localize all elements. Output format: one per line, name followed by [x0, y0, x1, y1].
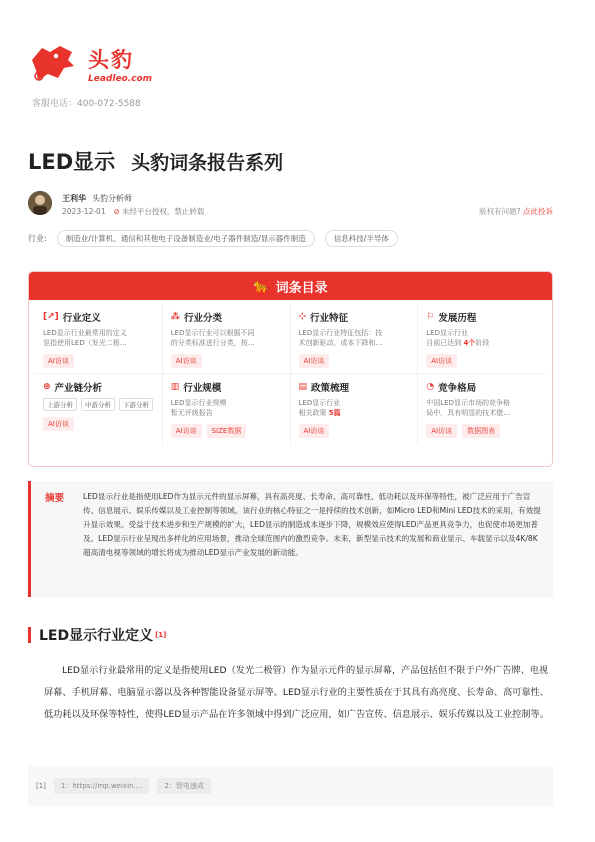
abstract-text: LED显示行业是指使用LED作为显示元件的显示屏幕，具有高亮度、长寿命、高可靠性、低功耗以及环保等特性，被广泛应用于广告宣传、信息展示、娱乐传媒以及工业控制等领域。该行业的核心特征之一是持续的技术创新，如Micro LED和Mini LED技术的采用，有效提升显示效果。受益于技术进步和生产规模的扩大，LED显示的制造成本逐步下降，规模效应使得LED产品更具竞争力，也促使市场更加普及。LED显示行业呈现出多样化的应用场景，推动全球范围内的激烈竞争。未来，新型显示技术的发展和商业显示、车载显示以及4K/8K超高清电视等领域的增长将成为推动LED显示产业发展的新动能。 — [83, 492, 541, 557]
service-phone: 客服电话：400-072-5588 — [32, 99, 141, 109]
toc-item-desc — [426, 328, 538, 348]
section-heading — [28, 625, 166, 645]
ref-label: [1] — [36, 782, 46, 790]
toc-item[interactable] — [418, 374, 546, 444]
toc-leopard-icon: 🐆 — [253, 278, 270, 294]
toc-item-chips — [171, 354, 282, 368]
reference-link[interactable]: 2：智电速成 — [157, 778, 210, 794]
section-body: LED显示行业最常用的定义是指使用LED（发光二极管）作为显示元件的显示屏幕，产品包括但不限于户外广告牌、电视屏幕、手机屏幕、电脑显示器以及各种智能设备显示屏等。LED显示行业的主要性质在于其具有高亮度、长寿命、高可靠性、低功耗以及环保等特性，使得LED显示产品在许多领域中得到广泛应用，如广告宣传、信息展示、娱乐传媒以及工业控制等。 — [44, 665, 549, 720]
desc-highlight: 5篇 — [328, 409, 341, 417]
desc-text: LED显示行业 相关政策 — [298, 399, 341, 417]
toc-item-chips — [43, 417, 154, 431]
abstract-label: 摘要 — [45, 493, 65, 504]
toc-item-label: 产业链分析 — [54, 383, 103, 394]
toc-item-chips — [171, 424, 282, 438]
feature-icon: ⊹ — [298, 312, 307, 322]
author-role: 头豹分析师 — [92, 194, 132, 203]
toc-item-title — [171, 380, 282, 394]
toc-item-label: 行业规模 — [183, 383, 222, 394]
brand-name-en: Leadleo.com — [88, 74, 153, 84]
policy-icon: ▤ — [298, 382, 308, 392]
toc-item[interactable] — [35, 374, 163, 444]
toc-item-chips — [299, 354, 410, 368]
toc-item[interactable] — [291, 304, 419, 374]
industry-tag[interactable]: 信息科技/半导体 — [325, 230, 398, 247]
category-icon: ⁂ — [170, 312, 180, 322]
toc-chip[interactable]: AI访谈 — [43, 354, 74, 368]
toc-chip[interactable]: AI访谈 — [299, 424, 330, 438]
chain-icon: ⊕ — [43, 382, 51, 392]
toc-item-desc — [299, 398, 410, 418]
desc-highlight: 4个 — [463, 339, 476, 347]
toc-item-desc: LED显示行业最常用的定义 是指使用LED（发光二极… — [43, 329, 127, 347]
toc-item-title — [426, 380, 538, 394]
toc-item-title — [299, 310, 410, 324]
toc-item-title — [171, 310, 282, 324]
toc-chip[interactable]: SIZE数据 — [207, 424, 247, 438]
avatar-icon — [28, 191, 52, 215]
toc-item-chips — [43, 354, 154, 368]
chain-subtag[interactable]: 下游分析 — [119, 398, 153, 411]
toc-item-desc: 中国LED显示市场的竞争格 局中，具有明显的技术壁… — [426, 399, 511, 417]
toc-item-label: 发展历程 — [438, 313, 477, 324]
toc-heading: 词条目录 — [275, 280, 328, 296]
publish-date: 2023-12-01 — [62, 207, 106, 216]
industry-tag[interactable]: 制造业/计算机、通信和其他电子设备制造业/电子器件制造/显示器件制造 — [57, 230, 315, 247]
brand-logo[interactable] — [28, 42, 153, 90]
toc-item[interactable] — [418, 304, 546, 374]
toc-item-desc: LED显示行业可以根据不同 的分类标准进行分类，按… — [170, 329, 255, 347]
chain-subtags — [43, 398, 154, 411]
toc-grid — [29, 300, 552, 448]
brand-name-cn: 头豹 — [88, 48, 134, 72]
industry-label: 行业: — [28, 234, 47, 243]
forbidden-icon: ⊘ — [113, 207, 120, 216]
avatar — [28, 191, 52, 215]
references — [28, 766, 553, 806]
definition-icon: [↗] — [43, 312, 59, 322]
toc-item-title — [426, 310, 538, 324]
toc-item[interactable] — [163, 304, 291, 374]
copy-notice: 未经平台授权，禁止转载 — [121, 207, 205, 216]
chain-subtag[interactable]: 上游分析 — [43, 398, 77, 411]
section-accent-bar — [28, 627, 31, 643]
toc-item-desc: LED显示行业规模 暂无评级报告 — [170, 399, 227, 417]
toc-chip[interactable]: 数据图表 — [462, 424, 500, 438]
author-name: 王利华 — [62, 194, 86, 203]
desc-text: 阶段 — [475, 339, 490, 347]
toc-item-chips — [426, 354, 538, 368]
reference-mark[interactable]: [1] — [155, 631, 167, 639]
desc-text: LED显示行业 目前已达到 — [426, 329, 468, 347]
toc-item-label: 竞争格局 — [438, 383, 477, 394]
abstract-box — [28, 481, 553, 597]
reference-link[interactable]: 1：https://mp.weixin.... — [54, 778, 149, 794]
rights-notice — [479, 206, 553, 217]
toc-chip[interactable]: AI访谈 — [171, 354, 202, 368]
chain-subtag[interactable]: 中游分析 — [81, 398, 115, 411]
toc-item-title — [43, 310, 154, 324]
toc-chip[interactable]: AI访谈 — [426, 424, 457, 438]
toc-item-title — [299, 380, 410, 394]
toc-item-desc: LED显示行业特征包括：技 术创新驱动、成本下降和… — [298, 329, 383, 347]
toc-item[interactable] — [163, 374, 291, 444]
competition-icon: ◔ — [426, 382, 435, 392]
toc-chip[interactable]: AI访谈 — [299, 354, 330, 368]
toc-item-label: 政策梳理 — [311, 383, 350, 394]
page-title — [28, 146, 283, 176]
section-title: LED显示行业定义 — [39, 628, 154, 644]
toc-item-label: 行业定义 — [62, 313, 101, 324]
toc-chip[interactable]: AI访谈 — [171, 424, 202, 438]
toc-item-chips — [299, 424, 410, 438]
industry-row — [28, 230, 398, 247]
toc-item-label: 行业特征 — [310, 313, 349, 324]
title-main: LED显示 — [28, 150, 116, 174]
toc-item[interactable] — [291, 374, 419, 444]
toc-item-chips — [426, 424, 538, 438]
leopard-logo-icon — [28, 42, 76, 86]
title-sub: 头豹词条报告系列 — [131, 152, 284, 174]
author-line — [62, 193, 132, 204]
complaint-link[interactable]: 点此投诉 — [523, 207, 553, 216]
scale-icon: ▥ — [170, 382, 180, 392]
history-icon: ⚐ — [426, 312, 435, 322]
toc-item[interactable] — [35, 304, 163, 374]
toc-item-title — [43, 380, 154, 394]
author-meta — [62, 206, 204, 217]
toc-chip[interactable]: AI访谈 — [426, 354, 457, 368]
toc-item-label: 行业分类 — [183, 313, 222, 324]
rights-question: 版权有问题? — [479, 207, 521, 216]
toc-header — [29, 272, 552, 300]
toc-chip[interactable]: AI访谈 — [43, 417, 74, 431]
toc-panel — [28, 271, 553, 467]
